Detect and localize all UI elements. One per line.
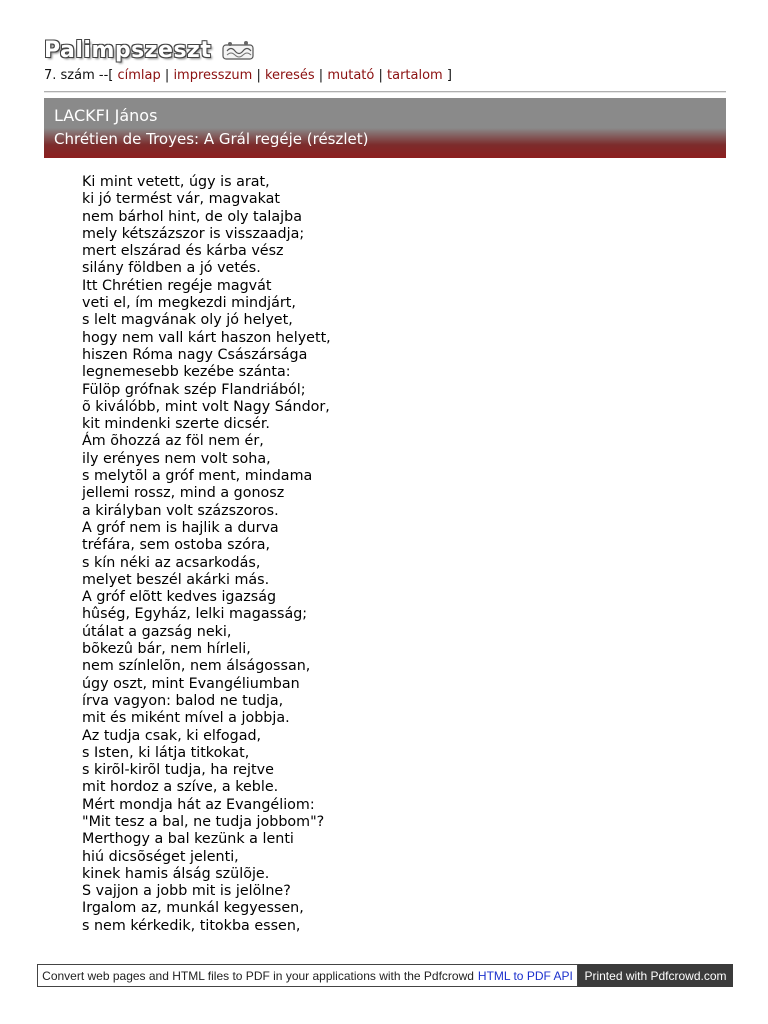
html-to-pdf-link[interactable]: HTML to PDF API	[477, 968, 573, 983]
footer-text: Convert web pages and HTML files to PDF in your applications with the Pdfcrowd	[42, 968, 474, 983]
pdfcrowd-footer	[37, 964, 733, 987]
poem-line: nem bárhol hint, de oly talajba	[82, 208, 302, 225]
poem-line: "Mit tesz a bal, ne tudja jobbom"?	[82, 813, 325, 830]
poem-line: Az tudja csak, ki elfogad,	[82, 727, 262, 744]
nav-link-mutato[interactable]: mutató	[327, 68, 375, 83]
poem-text	[82, 174, 331, 935]
poem-line: mert elszárad és kárba vész	[82, 243, 284, 260]
poem-line: bõkezû bár, nem hírleli,	[82, 641, 251, 658]
nav-bar: 7. szám --[ címlap | impresszum | keresés | mutató | tartalom ]	[44, 68, 452, 83]
site-title-text: Palimpszeszt	[44, 38, 212, 63]
header-divider	[44, 91, 726, 93]
poem-line: s Isten, ki látja titkokat,	[82, 744, 250, 761]
nav-link-impresszum[interactable]: impresszum	[173, 68, 253, 83]
poem-line: A gróf nem is hajlik a durva	[82, 519, 279, 536]
nav-link-kereses[interactable]: keresés	[264, 68, 315, 83]
poem-line: s lelt magvának oly jó helyet,	[82, 312, 293, 329]
poem-line: hiú dicsõséget jelenti,	[82, 848, 239, 865]
poem-line: õ kiválóbb, mint volt Nagy Sándor,	[82, 398, 330, 415]
poem-line: hûség, Egyház, lelki magasság;	[82, 606, 308, 623]
poem-line: jellemi rossz, mind a gonosz	[82, 485, 285, 502]
poem-line: a királyban volt százszoros.	[82, 502, 279, 519]
poem-line: melyet beszél akárki más.	[82, 571, 270, 588]
poem-line: s kín néki az acsarkodás,	[82, 554, 261, 571]
poem-line: Fülöp grófnak szép Flandriából;	[82, 381, 306, 398]
poem-line: kinek hamis álság szülõje.	[82, 865, 270, 882]
poem-line: írva vagyon: balod ne tudja,	[82, 692, 284, 709]
poem-line: ily erényes nem volt soha,	[82, 450, 271, 467]
printed-with-badge[interactable]: Printed with Pdfcrowd.com	[578, 964, 733, 987]
poem-line: nem színlelõn, nem álságossan,	[82, 658, 311, 675]
nav-link-tartalom[interactable]: tartalom	[387, 68, 443, 83]
poem-line: Ki mint vetett, úgy is arat,	[82, 174, 270, 190]
poem-line: hiszen Róma nagy Császársága	[82, 346, 308, 363]
poem-line: ki jó termést vár, magvakat	[82, 191, 280, 208]
poem-line: S vajjon a jobb mit is jelölne?	[82, 883, 291, 900]
poem-line: úgy oszt, mint Evangéliumban	[82, 675, 300, 692]
poem-line: Ám õhozzá az föl nem ér,	[82, 433, 264, 450]
article-banner	[44, 98, 726, 158]
poem-line: s kirõl-kirõl tudja, ha rejtve	[82, 762, 274, 779]
site-title[interactable]	[44, 38, 255, 63]
poem-line: Itt Chrétien regéje magvát	[82, 277, 272, 294]
poem-line: legnemesebb kezébe szánta:	[82, 364, 291, 381]
poem-line: hogy nem vall kárt haszon helyett,	[82, 329, 331, 346]
poem-line: mely kétszázszor is visszaadja;	[82, 225, 305, 242]
poem-line: Merthogy a bal kezünk a lenti	[82, 831, 294, 848]
poem-line: Irgalom az, munkál kegyessen,	[82, 900, 304, 917]
poem-line: Mért mondja hát az Evangéliom:	[82, 796, 315, 813]
poem-line: mit hordoz a szíve, a keble.	[82, 779, 279, 796]
poem-line: tréfára, sem ostoba szóra,	[82, 537, 271, 554]
nav-close-bracket: ]	[446, 68, 452, 83]
poem-line: s melytõl a gróf ment, mindama	[82, 468, 313, 485]
poem-line: silány földben a jó vetés.	[82, 260, 261, 277]
poem-line: útálat a gazság neki,	[82, 623, 232, 640]
poem-line: veti el, ím megkezdi mindjárt,	[82, 295, 296, 312]
nav-link-cimlap[interactable]: címlap	[117, 68, 161, 83]
poem-line: mit és miként mível a jobbja.	[82, 710, 290, 727]
poem-line: kit mindenki szerte dicsér.	[82, 416, 270, 433]
author-name: LACKFI János	[54, 106, 158, 125]
poem-line: A gróf elõtt kedves igazság	[82, 589, 277, 606]
logo-icon	[221, 39, 255, 63]
work-title: Chrétien de Troyes: A Grál regéje (részlet)	[54, 130, 369, 148]
poem-line: s nem kérkedik, titokba essen,	[82, 917, 301, 934]
issue-label: 7. szám --[	[44, 68, 114, 83]
footer-message	[37, 964, 578, 987]
